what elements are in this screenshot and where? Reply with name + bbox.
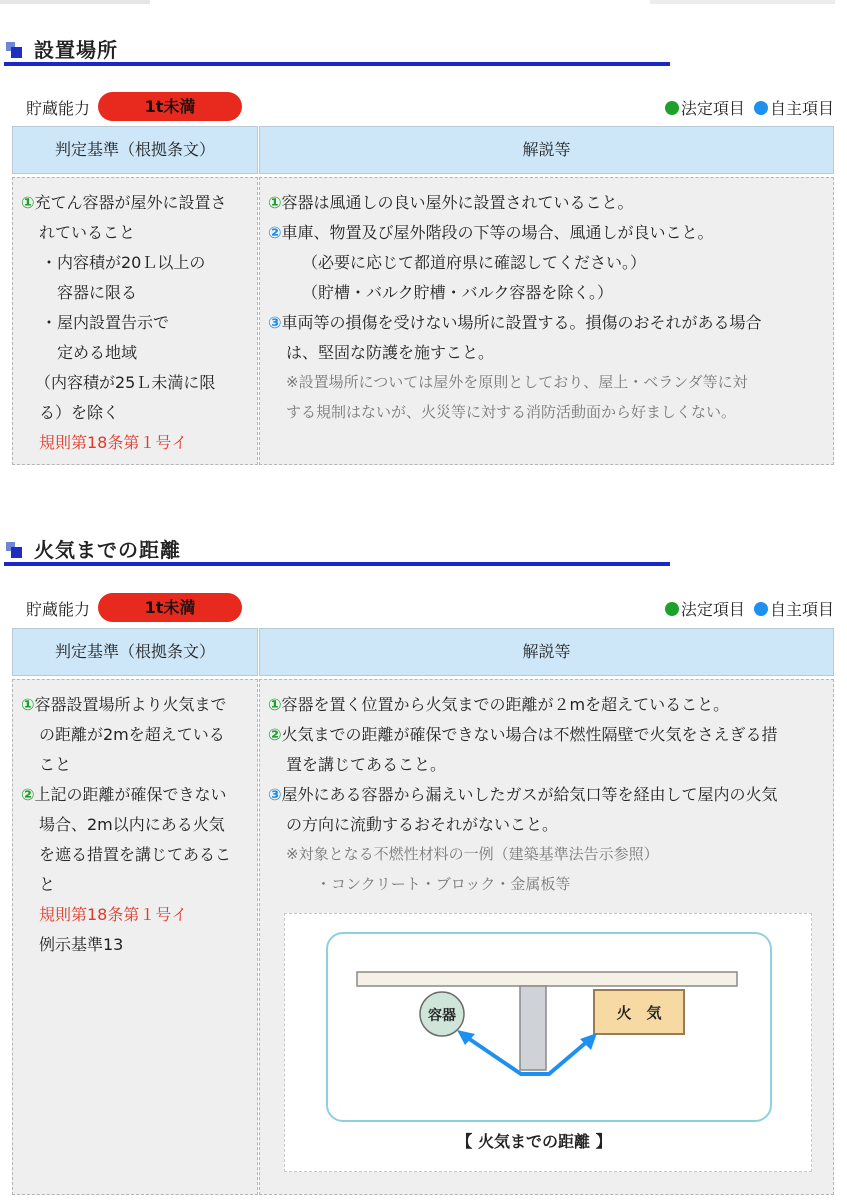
item-number-green: ① [268, 193, 282, 212]
explanation-text: の方向に流動するおそれがないこと。 [286, 815, 559, 834]
explanation-item-1: ①容器は風通しの良い屋外に設置されていること。 [268, 193, 634, 212]
explanation-item-2: ②車庫、物置及び屋外階段の下等の場合、風通しが良いこと。 [268, 223, 714, 242]
criteria-text: 場合、2m以内にある火気 [39, 815, 225, 834]
section-installation-location [0, 30, 847, 470]
criteria-text: こと [39, 755, 72, 774]
legal-dot-icon [665, 602, 679, 616]
diagram-caption: 【 火気までの距離 】 [456, 1132, 612, 1151]
criteria-text: （内容積が25Ｌ未満に限 [35, 373, 216, 392]
capacity-badge: 1t未満 [98, 92, 242, 121]
capacity-row [0, 92, 847, 122]
table-header-row [12, 628, 834, 676]
criteria-text: を遮る措置を講じてあるこ [39, 845, 232, 864]
capacity-badge: 1t未満 [98, 593, 242, 622]
section-rule [4, 562, 670, 566]
item-number-green: ① [21, 695, 35, 714]
explanation-text: は、堅固な防護を施すこと。 [286, 343, 495, 362]
voluntary-dot-icon [754, 101, 768, 115]
legend-voluntary: 自主項目 [769, 99, 834, 118]
explanation-item-1: ①容器を置く位置から火気までの距離が２mを超えていること。 [268, 695, 730, 714]
criteria-text: る）を除く [39, 403, 120, 422]
legend [665, 597, 834, 620]
top-strip-segment [650, 0, 835, 4]
criteria-cell [12, 177, 258, 465]
top-strip-segment [0, 0, 150, 4]
explanation-remark: ・コンクリート・ブロック・金属板等 [316, 875, 571, 893]
header-explanation: 解説等 [259, 126, 834, 174]
explanation-cell [259, 177, 834, 465]
explanation-remark: ※設置場所については屋外を原則としており、屋上・ベランダ等に対 [286, 373, 748, 391]
example-standard-reference: 例示基準13 [39, 935, 124, 954]
table-header-row [12, 126, 834, 174]
rule-reference: 規則第18条第１号イ [39, 905, 188, 924]
legal-dot-icon [665, 101, 679, 115]
criteria-item-1: ①容器設置場所より火気まで [21, 695, 227, 714]
capacity-label: 貯蔵能力 [26, 99, 91, 118]
item-number-blue: ③ [268, 785, 282, 804]
square-bullet-icon [6, 542, 26, 558]
legend-voluntary: 自主項目 [769, 600, 834, 619]
section-title: 設置場所 [34, 38, 118, 62]
item-number-green: ② [21, 785, 35, 804]
partition-wall [520, 986, 546, 1070]
header-criteria: 判定基準（根拠条文） [12, 628, 258, 676]
explanation-item-3: ③屋外にある容器から漏えいしたガスが給気口等を経由して屋内の火気 [268, 785, 778, 804]
section-rule [4, 62, 670, 66]
criteria-text: ・内容積が20Ｌ以上の [41, 253, 206, 272]
distance-diagram-drawing [285, 914, 811, 1171]
item-number-blue: ② [268, 223, 282, 242]
roof-slab [357, 972, 737, 986]
container-label: 容器 [428, 1008, 456, 1024]
explanation-text: 置を講じてあること。 [286, 755, 447, 774]
section-heading [4, 530, 670, 564]
item-number-green: ② [268, 725, 282, 744]
criteria-cell [12, 679, 258, 1195]
explanation-item-2: ②火気までの距離が確保できない場合は不燃性隔壁で火気をさえぎる措 [268, 725, 778, 744]
criteria-table [12, 126, 834, 466]
explanation-item-3: ③車両等の損傷を受けない場所に設置する。損傷のおそれがある場合 [268, 313, 762, 332]
criteria-item-1: ①充てん容器が屋外に設置さ [21, 193, 227, 212]
fire-label: 火 気 [616, 1004, 662, 1022]
criteria-text: れていること [39, 223, 136, 242]
explanation-remark: ※対象となる不燃性材料の一例（建築基準法告示参照） [286, 845, 659, 863]
header-explanation: 解説等 [259, 628, 834, 676]
explanation-remark: する規制はないが、火災等に対する消防活動面から好ましくない。 [286, 403, 737, 421]
criteria-text: 定める地域 [57, 343, 138, 362]
legend-legal: 法定項目 [680, 600, 745, 619]
criteria-text: の距離が2mを超えている [39, 725, 225, 744]
rule-reference: 規則第18条第１号イ [39, 433, 188, 452]
header-criteria: 判定基準（根拠条文） [12, 126, 258, 174]
item-number-green: ① [268, 695, 282, 714]
criteria-text: 容器に限る [57, 283, 138, 302]
section-heading [4, 30, 670, 64]
top-strip [0, 0, 847, 4]
voluntary-dot-icon [754, 602, 768, 616]
capacity-row [0, 593, 847, 623]
diagram-frame [327, 933, 771, 1121]
legend-legal: 法定項目 [680, 99, 745, 118]
criteria-text: と [39, 875, 56, 894]
criteria-text: ・屋内設置告示で [41, 313, 170, 332]
legend [665, 96, 834, 119]
explanation-note: （貯槽・バルク貯槽・バルク容器を除く。） [302, 283, 614, 302]
explanation-note: （必要に応じて都道府県に確認してください。） [302, 253, 647, 272]
section-title: 火気までの距離 [34, 538, 181, 562]
capacity-label: 貯蔵能力 [26, 600, 91, 619]
item-number-blue: ③ [268, 313, 282, 332]
distance-diagram [284, 913, 812, 1172]
item-number-green: ① [21, 193, 35, 212]
criteria-item-2: ②上記の距離が確保できない [21, 785, 227, 804]
square-bullet-icon [6, 42, 26, 58]
